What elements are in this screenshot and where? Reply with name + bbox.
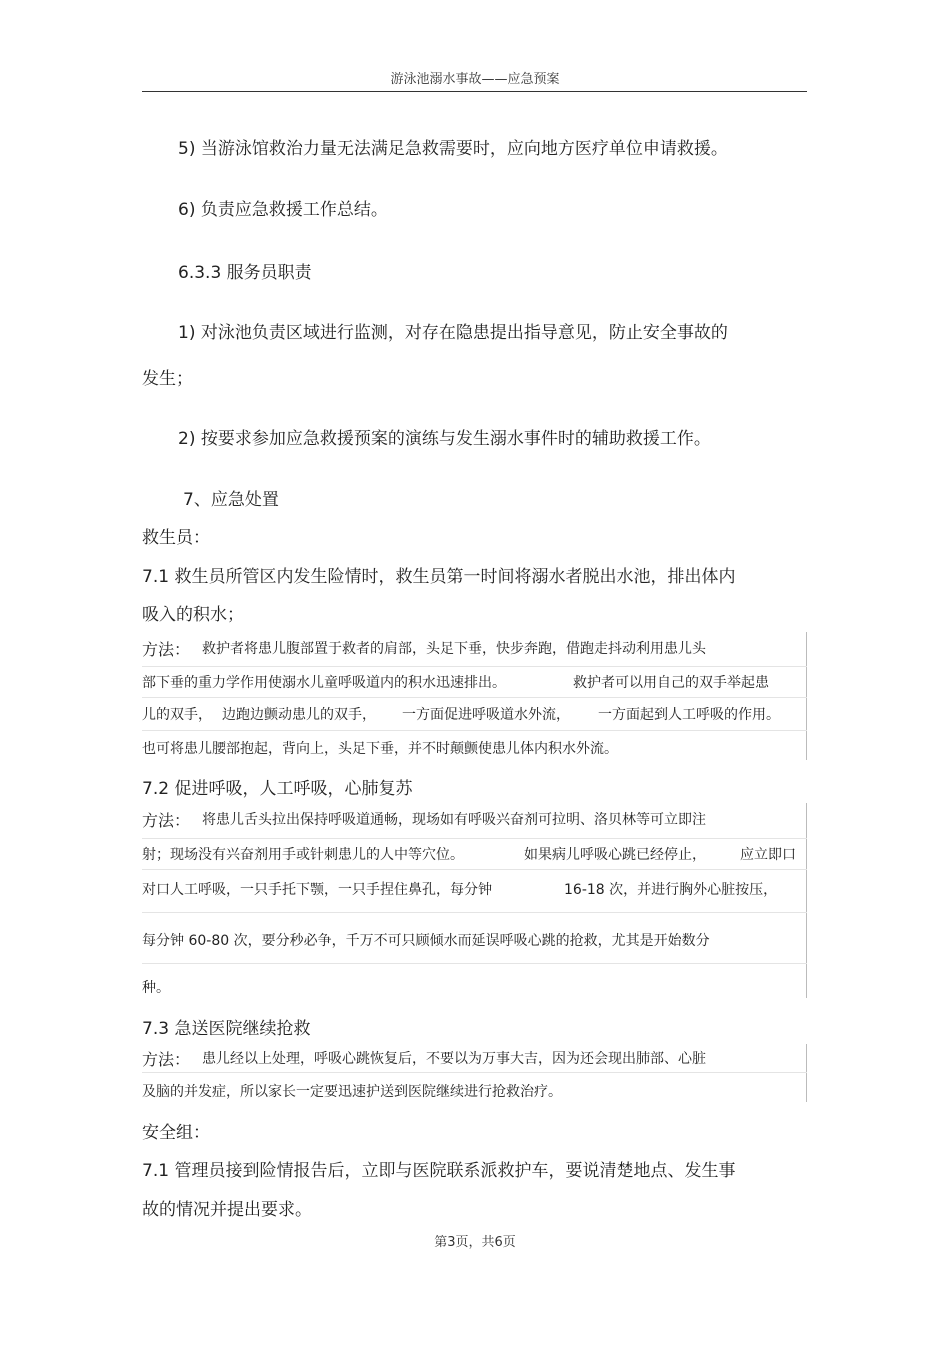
header-rule: [142, 91, 807, 92]
section-heading: 6.3.3 服务员职责: [178, 263, 312, 283]
method-text: 每分钟 60-80 次，要分秒必争，千万不可只顾倾水而延误呼吸心跳的抢救，尤其是开始数分: [142, 933, 710, 949]
method-text: 如果病儿呼吸心跳已经停止，: [524, 847, 706, 863]
table-border-right: [806, 803, 807, 998]
table-row-divider: [142, 666, 807, 667]
table-row-divider: [142, 697, 807, 698]
method-label: 方法：: [142, 811, 191, 830]
paragraph: 故的情况并提出要求。: [142, 1200, 312, 1220]
table-row-divider: [142, 838, 807, 839]
method-text: 一方面促进呼吸道水外流，: [402, 707, 570, 723]
paragraph: 7.1 救生员所管区内发生险情时，救生员第一时间将溺水者脱出水池，排出体内: [142, 567, 736, 587]
table-row-divider: [142, 912, 807, 913]
method-text: 将患儿舌头拉出保持呼吸道通畅，现场如有呼吸兴奋剂可拉明、洛贝林等可立即注: [202, 812, 706, 828]
method-text: 射；现场没有兴奋剂用手或针刺患儿的人中等穴位。: [142, 847, 464, 863]
method-text: 也可将患儿腰部抱起，背向上，头足下垂，并不时颠颤使患儿体内积水外流。: [142, 741, 618, 757]
method-text: 对口人工呼吸，一只手托下颚，一只手捏住鼻孔，每分钟: [142, 882, 492, 898]
method-label: 方法：: [142, 1050, 191, 1069]
method-text: 16-18 次，并进行胸外心脏按压，: [564, 882, 778, 898]
method-text: 部下垂的重力学作用使溺水儿童呼吸道内的积水迅速排出。: [142, 675, 506, 691]
paragraph: 发生；: [142, 369, 193, 389]
table-row-divider: [142, 1072, 807, 1073]
paragraph: 吸入的积水；: [142, 605, 244, 625]
method-text: 救护者可以用自己的双手举起患: [573, 675, 769, 691]
subheading: 安全组：: [142, 1123, 210, 1143]
method-label: 方法：: [142, 640, 191, 659]
table-row-divider: [142, 963, 807, 964]
subheading: 救生员：: [142, 528, 210, 548]
method-text: 患儿经以上处理，呼吸心跳恢复后，不要以为万事大吉，因为还会现出肺部、心脏: [202, 1051, 706, 1067]
method-text: 救护者将患儿腹部置于救者的肩部，头足下垂，快步奔跑，借跑走抖动利用患儿头: [202, 641, 706, 657]
method-text: 边跑边颤动患儿的双手，: [222, 707, 376, 723]
section-heading: 7.2 促进呼吸，人工呼吸，心肺复苏: [142, 779, 413, 799]
paragraph: 5) 当游泳馆救治力量无法满足急救需要时，应向地方医疗单位申请救援。: [178, 139, 728, 159]
paragraph: 7.1 管理员接到险情报告后，立即与医院联系派救护车，要说清楚地点、发生事: [142, 1161, 736, 1181]
method-text: 一方面起到人工呼吸的作用。: [598, 707, 780, 723]
table-border-right: [806, 1044, 807, 1102]
table-row-divider: [142, 730, 807, 731]
page-footer: 第3页，共6页: [434, 1235, 516, 1250]
method-text: 应立即口: [740, 847, 796, 863]
paragraph: 2) 按要求参加应急救援预案的演练与发生溺水事件时的辅助救援工作。: [178, 429, 711, 449]
page-header: 游泳池溺水事故——应急预案: [390, 72, 560, 87]
section-heading: 7、应急处置: [183, 490, 279, 510]
table-border-right: [806, 632, 807, 760]
paragraph: 1) 对泳池负责区域进行监测，对存在隐患提出指导意见，防止安全事故的: [178, 323, 728, 343]
method-text: 种。: [142, 980, 170, 996]
paragraph: 6) 负责应急救援工作总结。: [178, 200, 388, 220]
table-row-divider: [142, 869, 807, 870]
method-text: 及脑的并发症，所以家长一定要迅速护送到医院继续进行抢救治疗。: [142, 1084, 562, 1100]
method-text: 儿的双手，: [142, 707, 212, 723]
section-heading: 7.3 急送医院继续抢救: [142, 1019, 311, 1039]
